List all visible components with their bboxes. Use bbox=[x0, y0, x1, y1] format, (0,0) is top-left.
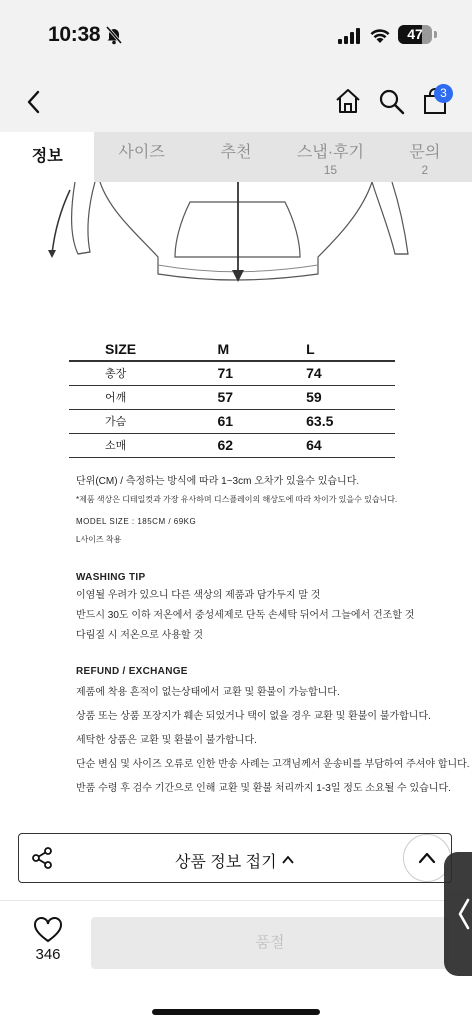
washing-title: WASHING TIP bbox=[76, 572, 146, 583]
garment-measurement-illustration bbox=[0, 182, 472, 302]
tab-reviews[interactable] bbox=[283, 132, 377, 182]
measure-value: 71 bbox=[217, 361, 306, 385]
refund-line: 제품에 착용 흔적이 없는상태에서 교환 및 환불이 가능합니다. bbox=[76, 687, 340, 698]
back-chevron-icon[interactable] bbox=[20, 88, 48, 116]
measure-value: 63.5 bbox=[306, 409, 395, 433]
tab-label: 사이즈 bbox=[118, 144, 165, 161]
top-nav bbox=[0, 70, 472, 132]
tab-count: 2 bbox=[421, 163, 429, 177]
refund-line: 단순 변심 및 사이즈 오류로 인한 반송 사례는 고객님께서 운송비를 부담하여 주셔야 합니다. bbox=[76, 759, 470, 770]
size-header: M bbox=[217, 337, 306, 361]
sold-out-button[interactable]: 품절 bbox=[91, 917, 449, 969]
home-icon[interactable] bbox=[334, 87, 362, 115]
size-header: L bbox=[306, 337, 395, 361]
product-notes bbox=[76, 473, 470, 801]
table-row bbox=[69, 433, 395, 457]
measure-value: 64 bbox=[306, 433, 395, 457]
purchase-bar bbox=[0, 900, 472, 1024]
tab-size[interactable] bbox=[94, 132, 188, 182]
measure-value: 62 bbox=[217, 433, 306, 457]
chevron-up-icon bbox=[418, 851, 436, 865]
product-tabs bbox=[0, 132, 472, 182]
search-icon[interactable] bbox=[378, 88, 405, 115]
size-table bbox=[69, 337, 395, 458]
signal-icon bbox=[338, 28, 362, 44]
side-panel-handle[interactable] bbox=[444, 852, 472, 976]
heart-icon[interactable] bbox=[30, 916, 66, 944]
size-header: SIZE bbox=[69, 337, 217, 361]
refund-list bbox=[76, 681, 470, 801]
tab-info[interactable] bbox=[0, 132, 94, 182]
measure-label: 가슴 bbox=[69, 409, 217, 433]
tab-label: 추천 bbox=[220, 144, 252, 161]
refund-line: 세탁한 상품은 교환 및 환불이 불가합니다. bbox=[76, 735, 257, 746]
table-row bbox=[69, 409, 395, 433]
refund-line: 상품 또는 상품 포장지가 훼손 되었거나 택이 없을 경우 교환 및 환불이 불가합니다. bbox=[76, 711, 431, 722]
product-detail-content bbox=[0, 182, 472, 900]
measure-label: 어깨 bbox=[69, 385, 217, 409]
model-size: MODEL SIZE : 185CM / 69KG bbox=[76, 517, 197, 526]
measure-label: 총장 bbox=[69, 361, 217, 385]
measure-value: 59 bbox=[306, 385, 395, 409]
washing-line: 반드시 30도 이하 저온에서 중성세제로 단독 손세탁 뒤어서 그늘에서 건조할 것 bbox=[76, 610, 415, 621]
measure-value: 74 bbox=[306, 361, 395, 385]
washing-line: 이염될 우려가 있으니 다른 색상의 제품과 담가두지 말 것 bbox=[76, 590, 321, 601]
table-row bbox=[69, 385, 395, 409]
tab-recommend[interactable] bbox=[189, 132, 283, 182]
color-note: *제품 색상은 디테일컷과 가장 유사하며 디스플레이의 해상도에 따라 차이가 있을수 있습니다. bbox=[76, 495, 398, 504]
size-table-header bbox=[69, 337, 395, 361]
table-row bbox=[69, 361, 395, 385]
battery-level: 47 bbox=[407, 26, 423, 42]
refund-line: 반품 수령 후 검수 기간으로 인해 교환 및 환불 처리까지 1-3일 정도 소요될 수 있습니다. bbox=[76, 783, 451, 794]
measure-value: 57 bbox=[217, 385, 306, 409]
fold-label: 상품 정보 접기 bbox=[174, 854, 277, 871]
chevron-up-icon bbox=[281, 854, 295, 866]
tab-inquiry[interactable] bbox=[378, 132, 472, 182]
chevron-left-icon bbox=[457, 897, 471, 931]
home-indicator bbox=[152, 1009, 320, 1015]
wifi-icon bbox=[369, 27, 391, 44]
battery-icon bbox=[398, 25, 432, 44]
model-wear-size: L사이즈 착용 bbox=[76, 535, 122, 544]
washing-line: 다림질 시 저온으로 사용할 것 bbox=[76, 630, 204, 641]
tab-count: 15 bbox=[323, 163, 338, 177]
tab-label: 스냅·후기 bbox=[296, 144, 364, 161]
tab-label: 문의 bbox=[409, 144, 441, 161]
status-time: 10:38 bbox=[48, 23, 101, 46]
collapse-product-info-bar[interactable] bbox=[18, 833, 452, 883]
like-count: 346 bbox=[35, 946, 61, 963]
refund-title: REFUND / EXCHANGE bbox=[76, 666, 188, 677]
cart-count-badge: 3 bbox=[434, 84, 453, 103]
measure-label: 소매 bbox=[69, 433, 217, 457]
fold-label-wrap bbox=[19, 849, 451, 872]
tab-label: 정보 bbox=[31, 148, 63, 165]
status-bar bbox=[0, 0, 472, 70]
measure-value: 61 bbox=[217, 409, 306, 433]
bell-off-icon bbox=[104, 25, 124, 45]
unit-note: 단위(CM) / 측정하는 방식에 따라 1~3cm 오차가 있을수 있습니다. bbox=[76, 476, 360, 487]
